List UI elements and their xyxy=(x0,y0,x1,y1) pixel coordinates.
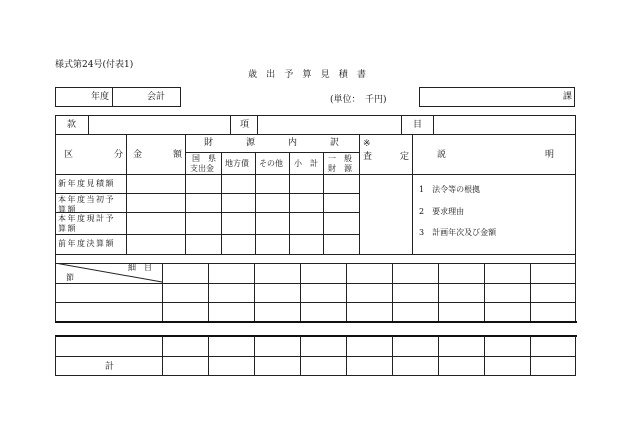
shoukei-divider xyxy=(323,152,324,255)
bottom-divider-1 xyxy=(162,336,163,376)
department-box xyxy=(419,87,575,107)
setsu-label: 節 xyxy=(66,273,74,282)
kokuken-divider xyxy=(221,152,222,255)
thick-separator-upper xyxy=(55,321,577,323)
bottom-divider-7 xyxy=(438,336,439,376)
kubun-divider xyxy=(126,134,127,255)
bottom-divider-5 xyxy=(346,336,347,376)
zaigen-right-divider xyxy=(359,134,360,255)
row-divider-kan xyxy=(55,134,576,135)
lower-divider-4 xyxy=(300,263,301,322)
explanation-item-2: 2 要求理由 xyxy=(419,207,465,216)
lower-divider-9 xyxy=(530,263,531,322)
kingaku-label-1: 金 xyxy=(133,150,143,160)
explanation-item-3: 3 計画年次及び金額 xyxy=(419,228,497,237)
zaigen-subheader-line xyxy=(185,152,359,153)
zaigen-label-3: 内 xyxy=(288,138,298,148)
department-label: 課 xyxy=(563,92,573,102)
kou-label: 項 xyxy=(240,120,250,130)
lower-row-line-2 xyxy=(55,302,576,303)
year-label: 年度 xyxy=(91,92,110,102)
kan-divider xyxy=(88,115,89,134)
kou-left-divider xyxy=(230,115,231,134)
saimoku-label: 細 目 xyxy=(128,263,152,272)
satei-divider xyxy=(412,134,413,255)
kubun-label-1: 区 xyxy=(64,150,74,160)
kingaku-divider xyxy=(185,134,186,255)
chihousai-divider xyxy=(255,152,256,255)
form-label: 様式第24号(付表1) xyxy=(55,60,134,70)
sonota-label: その他 xyxy=(259,159,283,168)
row-label-initial-budget: 本年度当初予算額 xyxy=(58,195,115,214)
row-label-prev-settlement: 前年度決算額 xyxy=(58,239,115,248)
moku-right-divider xyxy=(433,115,434,134)
row-label-current-budget: 本年度現計予算額 xyxy=(58,214,115,233)
kubun-label-2: 分 xyxy=(114,150,124,160)
lower-row-line-1 xyxy=(55,283,576,284)
lower-divider-3 xyxy=(254,263,255,322)
ippan-label-1: 一 般 xyxy=(328,154,352,163)
zaigen-label-1: 財 xyxy=(204,138,214,148)
row-line-3 xyxy=(55,234,359,235)
kokuken-label-2: 支出金 xyxy=(190,164,214,173)
sonota-divider xyxy=(289,152,290,255)
bottom-divider-2 xyxy=(208,336,209,376)
lower-divider-5 xyxy=(346,263,347,322)
year-total-divider xyxy=(112,87,113,107)
bottom-row-line xyxy=(55,356,576,357)
document-title: 歳 出 予 算 見 積 書 xyxy=(248,70,370,80)
lower-divider-7 xyxy=(438,263,439,322)
row-line-1 xyxy=(55,193,359,194)
kokuken-label-1: 国 県 xyxy=(192,154,216,163)
row-label-new-estimate: 新年度見積額 xyxy=(58,179,115,188)
kei-label: 計 xyxy=(105,362,115,372)
bottom-divider-6 xyxy=(392,336,393,376)
setsumei-label-1: 説 xyxy=(437,150,447,160)
lower-divider-6 xyxy=(392,263,393,322)
moku-left-divider xyxy=(401,115,402,134)
kingaku-label-2: 額 xyxy=(173,150,183,160)
zaigen-label-2: 源 xyxy=(246,138,256,148)
bottom-divider-4 xyxy=(300,336,301,376)
unit-label: (単位： 千円) xyxy=(330,95,387,105)
bottom-divider-9 xyxy=(530,336,531,376)
ippan-label-2: 財 源 xyxy=(328,164,352,173)
total-label: 会計 xyxy=(147,92,166,102)
kou-right-divider xyxy=(257,115,258,134)
shoukei-label: 小 計 xyxy=(294,159,318,168)
zaigen-label-4: 訳 xyxy=(330,138,340,148)
kan-label: 款 xyxy=(67,120,77,130)
bottom-divider-3 xyxy=(254,336,255,376)
lower-divider-8 xyxy=(484,263,485,322)
moku-label: 目 xyxy=(413,120,423,130)
mark-symbol: ※ xyxy=(363,139,371,149)
setsumei-label-2: 明 xyxy=(545,150,555,160)
satei-label-2: 定 xyxy=(400,152,410,162)
satei-label-1: 査 xyxy=(363,152,373,162)
explanation-item-1: 1 法令等の根拠 xyxy=(419,185,481,194)
chihousai-label: 地方債 xyxy=(225,159,249,168)
lower-divider-2 xyxy=(208,263,209,322)
bottom-divider-8 xyxy=(484,336,485,376)
header-bottom-line xyxy=(55,174,576,175)
